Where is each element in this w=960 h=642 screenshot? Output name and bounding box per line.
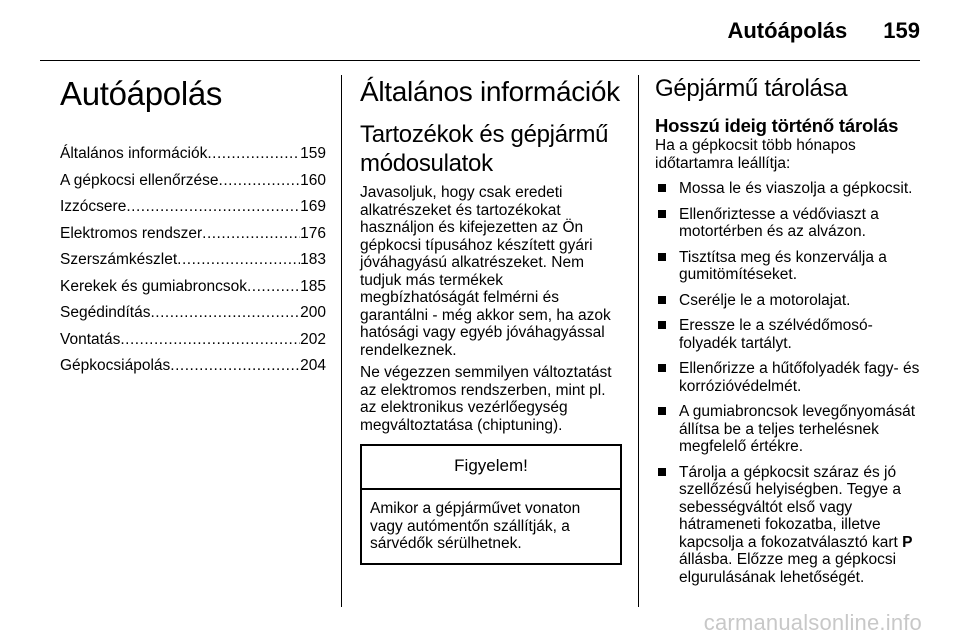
list-item	[655, 292, 923, 310]
column-divider-1	[341, 75, 342, 607]
list-item	[655, 360, 923, 395]
toc-leader-dots	[202, 225, 300, 243]
list-item-text: Ellenőrizze a hűtőfolyadék fagy- és korrózióvédelmét.	[679, 360, 920, 395]
header-section-title: Autóápolás	[727, 18, 848, 43]
toc-entry-page: 159	[300, 145, 326, 162]
toc-entry[interactable]	[60, 225, 326, 243]
section-title-general-info: Általános információk	[360, 76, 620, 107]
square-bullet-icon	[658, 364, 666, 372]
toc-entry[interactable]	[60, 278, 326, 296]
column-divider-2	[638, 75, 639, 607]
square-bullet-icon	[658, 253, 666, 261]
column-toc	[60, 75, 326, 384]
toc-entry[interactable]	[60, 145, 326, 163]
toc-leader-dots	[207, 145, 300, 163]
list-item-text: Tárolja a gépkocsit száraz és jó szellőzésű helyiségben. Tegye a sebességváltót első vagy hátrameneti fokozatba, illetve kapcsolja a fokozatválasztó kart	[679, 463, 903, 551]
subsection-title-accessories: Tartozékok és gépjármű módosulatok	[360, 121, 609, 177]
watermark: carmanualsonline.info	[703, 610, 922, 635]
toc-leader-dots	[247, 278, 300, 296]
toc-entry-page: 185	[300, 277, 326, 295]
toc-entry[interactable]	[60, 251, 326, 269]
square-bullet-icon	[658, 468, 666, 476]
toc-entry-label: Segédindítás	[60, 304, 151, 321]
storage-intro: Ha a gépkocsit több hónapos időtartamra leállítja:	[655, 137, 856, 172]
caution-box	[360, 444, 622, 565]
square-bullet-icon	[658, 321, 666, 329]
toc-entry-page: 169	[300, 198, 326, 215]
toc-leader-dots	[219, 172, 301, 190]
list-item-text: A gumiabroncsok levegőnyomását állítsa be a teljes terhelésnek megfelelő értékre.	[679, 403, 916, 455]
toc-entry-label: Elektromos rendszer	[60, 224, 203, 242]
paragraph-electrical: Ne végezzen semmilyen változtatást az elektromos rendszerben, mint pl. az elektronikus vezérlőegység megváltoztatása (chiptuning).	[360, 364, 612, 434]
column-vehicle-storage	[655, 75, 923, 594]
header-page-number: 159	[883, 18, 920, 43]
list-item-text: Cserélje le a motorolajat.	[679, 291, 851, 309]
list-item	[655, 403, 923, 456]
toc-entry-label: Általános információk	[60, 145, 208, 162]
running-header	[727, 18, 920, 46]
caution-title: Figyelem!	[362, 446, 620, 490]
toc-entry[interactable]	[60, 331, 326, 349]
caution-body: Amikor a gépjárművet vonaton vagy autómentőn szállítják, a sárvédők sérülhetnek.	[370, 500, 581, 552]
toc-entry-page: 200	[300, 304, 326, 321]
list-item-text: Eressze le a szélvédőmosó-folyadék tartályt.	[679, 317, 873, 352]
chapter-title: Autóápolás	[60, 75, 223, 112]
paragraph-accessories: Javasoljuk, hogy csak eredeti alkatrészeket és tartozékokat használjon és kifejezetten az Ön gépkocsi típusához készített gyári jóváhagyású alkatrészeket. Nem tudjuk más termékek megbízhatóságát felmérni és garantálni - még akkor sem, ha azok hatósági vagy egyéb jóváhagyással rendelkeznek.	[360, 184, 611, 359]
column-general-info	[360, 75, 622, 565]
square-bullet-icon	[658, 210, 666, 218]
toc-entry[interactable]	[60, 304, 326, 322]
section-title-storage: Gépjármű tárolása	[655, 75, 848, 102]
toc-entry-label: A gépkocsi ellenőrzése	[60, 171, 219, 189]
toc-entry-label: Vontatás	[60, 330, 121, 348]
toc-leader-dots	[126, 198, 300, 216]
toc-entry-page: 183	[300, 251, 326, 268]
subsection-title-long-storage: Hosszú ideig történő tárolás	[655, 115, 899, 136]
toc-leader-dots	[120, 331, 300, 349]
list-item	[655, 464, 923, 587]
square-bullet-icon	[658, 184, 666, 192]
toc-entry[interactable]	[60, 198, 326, 216]
toc-entry-page: 176	[300, 224, 326, 242]
toc-entry-page: 204	[300, 357, 326, 374]
gear-position-label: P	[902, 533, 913, 551]
toc-entry-label: Gépkocsiápolás	[60, 357, 171, 374]
toc-entry-label: Szerszámkészlet	[60, 251, 178, 268]
storage-steps-list	[655, 180, 923, 586]
list-item-text: Tisztítsa meg és konzerválja a gumitömítéseket.	[679, 248, 887, 283]
toc-entry-page: 202	[300, 330, 326, 348]
list-item-text: Ellenőriztesse a védőviaszt a motortérben és az alvázon.	[679, 205, 879, 240]
toc-entry-label: Kerekek és gumiabroncsok	[60, 277, 247, 295]
toc-entry[interactable]	[60, 172, 326, 190]
toc-leader-dots	[177, 251, 300, 269]
square-bullet-icon	[658, 296, 666, 304]
header-rule	[40, 60, 920, 61]
toc-leader-dots	[170, 357, 300, 375]
toc-leader-dots	[151, 304, 301, 322]
toc-entry-page: 160	[300, 171, 326, 189]
table-of-contents	[60, 145, 326, 375]
toc-entry[interactable]	[60, 357, 326, 375]
list-item-text: Mossa le és viaszolja a gépkocsit.	[679, 180, 913, 197]
list-item-text-cont: állásba. Előzze meg a gépkocsi elgurulásának lehetőségét.	[679, 551, 897, 586]
square-bullet-icon	[658, 407, 666, 415]
list-item	[655, 249, 923, 284]
list-item	[655, 206, 923, 241]
list-item	[655, 317, 923, 352]
list-item	[655, 180, 923, 198]
toc-entry-label: Izzócsere	[60, 198, 127, 215]
